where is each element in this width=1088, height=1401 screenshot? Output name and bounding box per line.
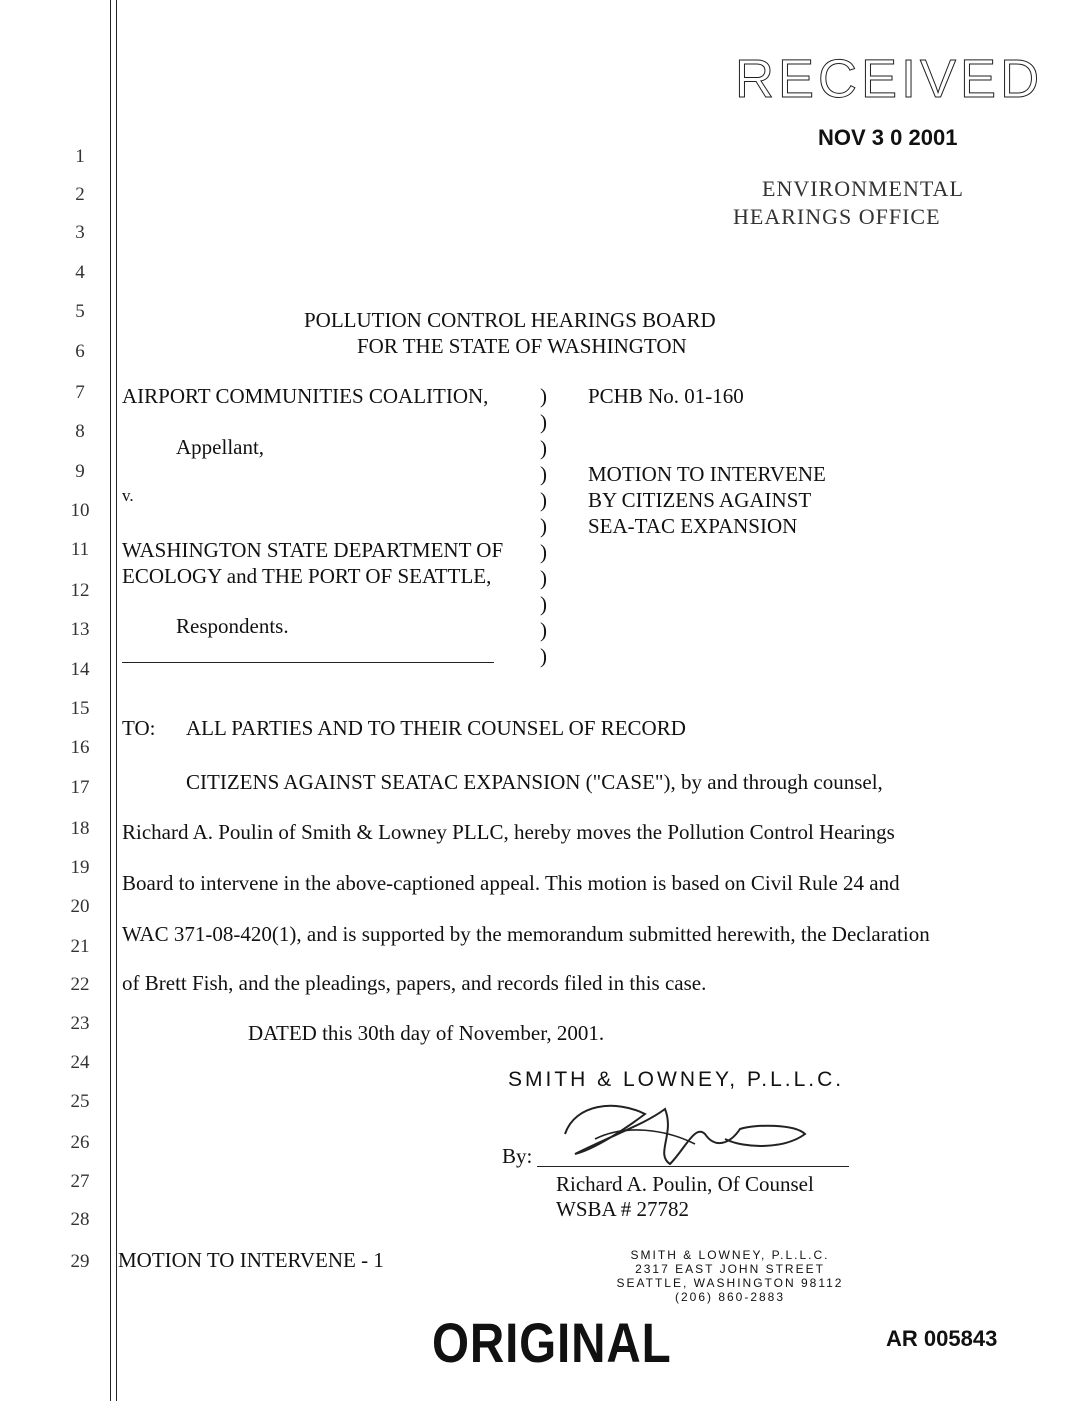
caption-paren: )	[540, 618, 547, 642]
original-stamp: ORIGINAL	[432, 1311, 672, 1374]
line-number: 2	[75, 184, 85, 205]
footer-street: 2317 EAST JOHN STREET	[635, 1262, 825, 1276]
body-paragraph-line: CITIZENS AGAINST SEATAC EXPANSION ("CASE"), by and through counsel,	[186, 770, 883, 794]
line-number: 28	[70, 1209, 90, 1230]
line-number: 27	[70, 1171, 90, 1192]
margin-rule-right	[116, 0, 117, 1401]
motion-title-1: MOTION TO INTERVENE	[588, 462, 826, 486]
footer-phone: (206) 860-2883	[674, 1290, 786, 1304]
received-stamp: RECEIVED	[735, 49, 1044, 109]
caption-paren: )	[540, 410, 547, 434]
body-paragraph-line: Board to intervene in the above-captioned appeal. This motion is based on Civil Rule 24 and	[122, 871, 900, 895]
to-label: TO:	[122, 716, 156, 740]
dated-line: DATED this 30th day of November, 2001.	[248, 1021, 605, 1045]
office-line-2: HEARINGS OFFICE	[733, 204, 941, 229]
firm-name: SMITH & LOWNEY, P.L.L.C.	[508, 1068, 845, 1091]
board-title-1: POLLUTION CONTROL HEARINGS BOARD	[304, 308, 716, 332]
line-number: 3	[75, 222, 85, 243]
line-number: 6	[75, 341, 85, 362]
motion-title-3: SEA-TAC EXPANSION	[588, 514, 798, 538]
line-number: 1	[75, 146, 85, 167]
line-number: 17	[70, 777, 90, 798]
respondent-line-2: ECOLOGY and THE PORT OF SEATTLE,	[122, 564, 492, 588]
line-number: 7	[75, 382, 85, 403]
line-number: 20	[70, 896, 90, 917]
body-paragraph-line: of Brett Fish, and the pleadings, papers, and records filed in this case.	[122, 971, 707, 995]
motion-title-2: BY CITIZENS AGAINST	[588, 488, 812, 512]
line-number: 24	[70, 1052, 90, 1073]
line-number: 5	[75, 301, 85, 322]
line-number: 29	[70, 1251, 90, 1272]
footer-city: SEATTLE, WASHINGTON 98112	[616, 1276, 844, 1290]
line-number: 14	[70, 659, 90, 680]
to-text: ALL PARTIES AND TO THEIR COUNSEL OF RECORD	[186, 716, 686, 740]
line-number: 21	[70, 936, 90, 957]
footer-doc-title: MOTION TO INTERVENE - 1	[118, 1248, 384, 1272]
caption-paren: )	[540, 462, 547, 486]
caption-paren: )	[540, 540, 547, 564]
caption-paren: )	[540, 384, 547, 408]
caption-paren: )	[540, 488, 547, 512]
line-number: 19	[70, 857, 90, 878]
line-number: 25	[70, 1091, 90, 1112]
margin-rule-left	[110, 0, 111, 1401]
caption-paren: )	[540, 566, 547, 590]
ar-number: AR 005843	[886, 1326, 998, 1351]
line-number: 11	[70, 539, 90, 560]
body-paragraph-line: WAC 371-08-420(1), and is supported by the memorandum submitted herewith, the Declaration	[122, 922, 930, 946]
by-label: By:	[502, 1144, 533, 1168]
line-number: 13	[70, 619, 90, 640]
case-number: PCHB No. 01-160	[588, 384, 744, 408]
respondent-line-1: WASHINGTON STATE DEPARTMENT OF	[122, 538, 504, 562]
line-number: 8	[75, 421, 85, 442]
line-number: 18	[70, 818, 90, 839]
appellant-name: AIRPORT COMMUNITIES COALITION,	[122, 384, 489, 408]
line-number: 12	[70, 580, 90, 601]
footer-firm: SMITH & LOWNEY, P.L.L.C.	[630, 1248, 830, 1262]
caption-paren: )	[540, 592, 547, 616]
line-number: 15	[70, 698, 90, 719]
caption-paren: )	[540, 436, 547, 460]
caption-paren: )	[540, 514, 547, 538]
caption-paren: )	[540, 644, 547, 668]
caption-rule	[122, 662, 494, 663]
versus: v.	[122, 486, 134, 505]
footer-address	[600, 1248, 860, 1304]
line-number: 26	[70, 1132, 90, 1153]
line-number: 4	[75, 262, 85, 283]
board-title-2: FOR THE STATE OF WASHINGTON	[357, 334, 687, 358]
line-number: 16	[70, 737, 90, 758]
line-number: 9	[75, 461, 85, 482]
line-number: 22	[70, 974, 90, 995]
signer-wsba: WSBA # 27782	[556, 1197, 690, 1221]
signature-scribble	[555, 1094, 815, 1174]
office-line-1: ENVIRONMENTAL	[762, 176, 964, 201]
appellant-role: Appellant,	[176, 435, 265, 459]
signer-name: Richard A. Poulin, Of Counsel	[556, 1172, 814, 1196]
line-number: 10	[70, 500, 90, 521]
received-date: NOV 3 0 2001	[818, 125, 958, 150]
respondent-role: Respondents.	[176, 614, 289, 638]
body-paragraph-line: Richard A. Poulin of Smith & Lowney PLLC, hereby moves the Pollution Control Hearings	[122, 820, 895, 844]
line-number: 23	[70, 1013, 90, 1034]
